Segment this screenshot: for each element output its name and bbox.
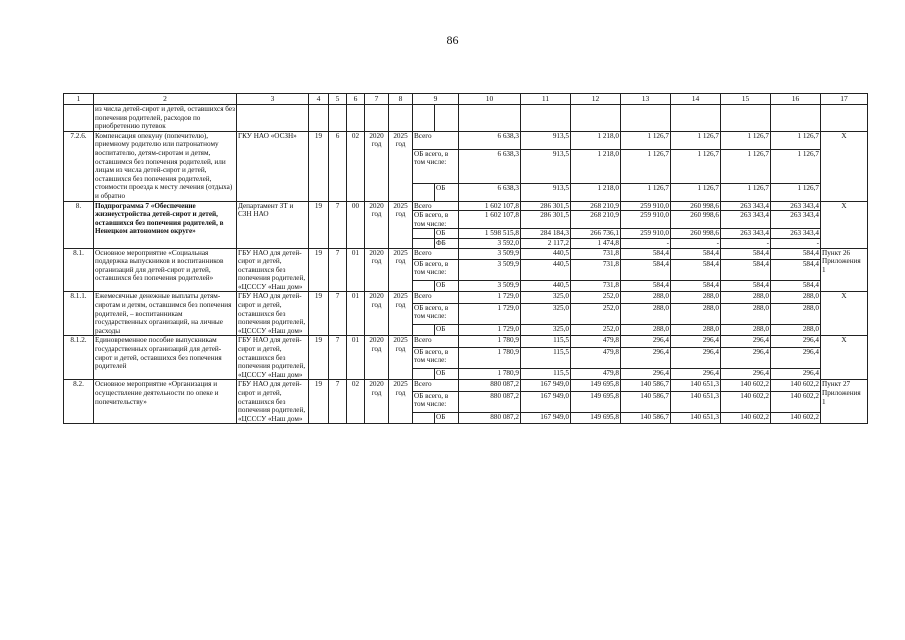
funding-source: Всего: [413, 292, 459, 303]
amount-cell: 167 949,0: [521, 380, 571, 391]
amount-cell: 1 218,0: [571, 149, 621, 183]
amount-cell: 1 780,9: [459, 369, 521, 380]
reference-cell: Пункт 27 Приложения 1: [821, 380, 868, 424]
column-header: 11: [521, 94, 571, 105]
amount-cell: 913,5: [521, 149, 571, 183]
funding-indent: [413, 325, 435, 336]
amount-cell: 296,4: [671, 347, 721, 368]
funding-source-sub: ФБ: [435, 238, 459, 248]
amount-cell: 731,8: [571, 281, 621, 292]
amount-cell: 584,4: [771, 259, 821, 280]
amount-cell: 296,4: [621, 347, 671, 368]
amount-cell: 1 602 107,8: [459, 211, 521, 229]
code-c7: 2020 год: [365, 336, 389, 380]
funding-source-sub: ОБ: [435, 229, 459, 239]
item-name: Ежемесячные денежные выплаты детям-сиротам и детям, оставшимся без попечения родителей, – воспитанникам государственных организаций, на личные расходы: [94, 292, 237, 336]
column-header: 15: [721, 94, 771, 105]
reference-cell: Х: [821, 292, 868, 336]
code-c8: 2025 год: [389, 292, 413, 336]
column-header: 13: [621, 94, 671, 105]
column-header: 7: [365, 94, 389, 105]
row-number-cell: [64, 105, 94, 132]
empty-cell: [389, 105, 413, 132]
column-header: 3: [237, 94, 309, 105]
column-header: 5: [329, 94, 347, 105]
empty-cell: [459, 105, 521, 132]
amount-cell: -: [721, 238, 771, 248]
code-c4: 19: [309, 201, 329, 248]
code-c5: 7: [329, 292, 347, 336]
funding-source: Всего: [413, 380, 459, 391]
code-c6: 01: [347, 292, 365, 336]
funding-source-sub: ОБ: [435, 369, 459, 380]
funding-source: ОБ всего, в том числе:: [413, 259, 459, 280]
code-c4: 19: [309, 248, 329, 292]
code-c6: 02: [347, 131, 365, 201]
amount-cell: 584,4: [621, 281, 671, 292]
amount-cell: 140 586,7: [621, 391, 671, 412]
amount-cell: 1 126,7: [621, 149, 671, 183]
amount-cell: 268 210,9: [571, 211, 621, 229]
table-row: [64, 201, 868, 211]
amount-cell: 584,4: [671, 259, 721, 280]
amount-cell: 288,0: [721, 303, 771, 324]
funding-source: Всего: [413, 201, 459, 211]
empty-cell: [435, 105, 459, 132]
amount-cell: 296,4: [671, 336, 721, 347]
amount-cell: 296,4: [771, 336, 821, 347]
funding-indent: [413, 238, 435, 248]
amount-cell: 140 602,2: [721, 391, 771, 412]
column-header: 16: [771, 94, 821, 105]
amount-cell: 1 602 107,8: [459, 201, 521, 211]
amount-cell: 1 474,8: [571, 238, 621, 248]
amount-cell: 1 218,0: [571, 131, 621, 149]
funding-source: ОБ всего, в том числе:: [413, 149, 459, 183]
amount-cell: 3 509,9: [459, 281, 521, 292]
empty-cell: [671, 105, 721, 132]
amount-cell: 3 509,9: [459, 248, 521, 259]
code-c4: 19: [309, 336, 329, 380]
empty-cell: [521, 105, 571, 132]
executor: ГБУ НАО для детей-сирот и детей, оставшихся без попечения родителей, «ЦСССУ «Наш дом»: [237, 248, 309, 292]
amount-cell: 479,8: [571, 336, 621, 347]
amount-cell: 266 736,1: [571, 229, 621, 239]
amount-cell: 1 126,7: [721, 149, 771, 183]
amount-cell: 440,5: [521, 281, 571, 292]
amount-cell: 1 780,9: [459, 336, 521, 347]
amount-cell: 288,0: [621, 303, 671, 324]
empty-cell: [571, 105, 621, 132]
amount-cell: 584,4: [721, 281, 771, 292]
empty-cell: [721, 105, 771, 132]
executor: ГБУ НАО для детей-сирот и детей, оставшихся без попечения родителей, «ЦСССУ «Наш дом»: [237, 336, 309, 380]
amount-cell: 325,0: [521, 325, 571, 336]
code-c6: 01: [347, 336, 365, 380]
amount-cell: 880 087,2: [459, 380, 521, 391]
reference-cell: Х: [821, 336, 868, 380]
amount-cell: 1 780,9: [459, 347, 521, 368]
code-c5: 7: [329, 201, 347, 248]
amount-cell: 584,4: [721, 259, 771, 280]
code-c6: 02: [347, 380, 365, 424]
code-c5: 7: [329, 248, 347, 292]
reference-cell: Пункт 26 Приложения 1: [821, 248, 868, 292]
funding-source: Всего: [413, 131, 459, 149]
executor: ГБУ НАО для детей-сирот и детей, оставшихся без попечения родителей, «ЦСССУ «Наш дом»: [237, 380, 309, 424]
amount-cell: 296,4: [771, 347, 821, 368]
table-row: [64, 292, 868, 303]
amount-cell: 584,4: [671, 248, 721, 259]
code-c8: 2025 год: [389, 336, 413, 380]
code-c7: 2020 год: [365, 201, 389, 248]
amount-cell: 140 602,2: [771, 391, 821, 412]
funding-source: ОБ всего, в том числе:: [413, 347, 459, 368]
table-row: [64, 380, 868, 391]
amount-cell: 731,8: [571, 259, 621, 280]
amount-cell: 1 729,0: [459, 292, 521, 303]
amount-cell: 140 602,2: [771, 413, 821, 424]
executor: ГКУ НАО «ОСЗН»: [237, 131, 309, 201]
amount-cell: 140 651,3: [671, 391, 721, 412]
amount-cell: 584,4: [771, 281, 821, 292]
amount-cell: 584,4: [621, 259, 671, 280]
amount-cell: 252,0: [571, 303, 621, 324]
column-header: 17: [821, 94, 868, 105]
amount-cell: 115,5: [521, 369, 571, 380]
column-header: 6: [347, 94, 365, 105]
column-header: 12: [571, 94, 621, 105]
amount-cell: 286 301,5: [521, 211, 571, 229]
amount-cell: 288,0: [771, 325, 821, 336]
amount-cell: 1 126,7: [621, 131, 671, 149]
code-c5: 7: [329, 336, 347, 380]
amount-cell: 1 729,0: [459, 325, 521, 336]
empty-cell: [365, 105, 389, 132]
amount-cell: -: [621, 238, 671, 248]
amount-cell: 288,0: [771, 303, 821, 324]
amount-cell: 263 343,4: [721, 229, 771, 239]
amount-cell: 1 126,7: [771, 131, 821, 149]
item-name: Компенсация опекуну (попечителю), приемному родителю или патронатному воспитателю, детям-сиротам и детям, оставшимся без попечения родителей, или лицам из числа детей-сирот и детей, оставшихся без попечения родителей, стоимости проезда к месту лечения (отдыха) и обратно: [94, 131, 237, 201]
table-row: [64, 131, 868, 149]
executor: ГБУ НАО для детей-сирот и детей, оставшихся без попечения родителей, «ЦСССУ «Наш дом»: [237, 292, 309, 336]
amount-cell: 440,5: [521, 248, 571, 259]
code-c5: 6: [329, 131, 347, 201]
amount-cell: 263 343,4: [771, 229, 821, 239]
reference-cell: Х: [821, 131, 868, 201]
amount-cell: 296,4: [621, 369, 671, 380]
amount-cell: 140 651,3: [671, 413, 721, 424]
amount-cell: 149 695,8: [571, 391, 621, 412]
code-c4: 19: [309, 131, 329, 201]
code-c7: 2020 год: [365, 131, 389, 201]
funding-indent: [413, 229, 435, 239]
amount-cell: 260 998,6: [671, 201, 721, 211]
amount-cell: 479,8: [571, 347, 621, 368]
amount-cell: 1 218,0: [571, 183, 621, 201]
amount-cell: 268 210,9: [571, 201, 621, 211]
empty-cell: [621, 105, 671, 132]
amount-cell: 880 087,2: [459, 413, 521, 424]
funding-source-sub: ОБ: [435, 281, 459, 292]
amount-cell: 288,0: [621, 325, 671, 336]
column-header: 8: [389, 94, 413, 105]
amount-cell: 2 117,2: [521, 238, 571, 248]
funding-source: ОБ всего, в том числе:: [413, 303, 459, 324]
empty-cell: [237, 105, 309, 132]
empty-cell: [309, 105, 329, 132]
amount-cell: 140 602,2: [721, 380, 771, 391]
amount-cell: 913,5: [521, 183, 571, 201]
amount-cell: 167 949,0: [521, 413, 571, 424]
amount-cell: 288,0: [771, 292, 821, 303]
amount-cell: 440,5: [521, 259, 571, 280]
amount-cell: 260 998,6: [671, 229, 721, 239]
funding-indent: [413, 413, 435, 424]
amount-cell: 1 598 515,8: [459, 229, 521, 239]
amount-cell: 325,0: [521, 303, 571, 324]
item-number: 8.: [64, 201, 94, 248]
funding-indent: [413, 281, 435, 292]
item-number: 8.1.1.: [64, 292, 94, 336]
empty-cell: [821, 105, 868, 132]
reference-cell: Х: [821, 201, 868, 248]
amount-cell: 479,8: [571, 369, 621, 380]
code-c8: 2025 год: [389, 248, 413, 292]
continuation-text: из числа детей-сирот и детей, оставшихся без попечения родителей, расходов по приобретению путевок: [95, 105, 235, 131]
item-name: Основное мероприятие «Социальная поддержка выпускников и воспитанников организаций для детей-сирот и детей, оставшихся без попечения родителей»: [94, 248, 237, 292]
code-c6: 01: [347, 248, 365, 292]
column-header: 10: [459, 94, 521, 105]
amount-cell: 140 586,7: [621, 413, 671, 424]
amount-cell: 286 301,5: [521, 201, 571, 211]
amount-cell: 288,0: [621, 292, 671, 303]
amount-cell: 149 695,8: [571, 380, 621, 391]
amount-cell: 1 126,7: [671, 149, 721, 183]
amount-cell: 115,5: [521, 336, 571, 347]
column-header: 1: [64, 94, 94, 105]
code-c4: 19: [309, 380, 329, 424]
amount-cell: 263 343,4: [771, 211, 821, 229]
amount-cell: 6 638,3: [459, 149, 521, 183]
amount-cell: 296,4: [771, 369, 821, 380]
amount-cell: 140 586,7: [621, 380, 671, 391]
amount-cell: 140 602,2: [771, 380, 821, 391]
table-row: [64, 248, 868, 259]
amount-cell: 1 126,7: [721, 131, 771, 149]
amount-cell: 259 910,0: [621, 229, 671, 239]
column-header: 9: [413, 94, 459, 105]
amount-cell: 140 651,3: [671, 380, 721, 391]
amount-cell: 1 126,7: [771, 149, 821, 183]
amount-cell: 584,4: [721, 248, 771, 259]
column-header: 4: [309, 94, 329, 105]
funding-source-sub: ОБ: [435, 325, 459, 336]
amount-cell: 3 509,9: [459, 259, 521, 280]
amount-cell: 6 638,3: [459, 131, 521, 149]
funding-source: Всего: [413, 248, 459, 259]
item-number: 8.2.: [64, 380, 94, 424]
code-c7: 2020 год: [365, 380, 389, 424]
program-table: [63, 93, 868, 424]
funding-source-sub: ОБ: [435, 413, 459, 424]
amount-cell: 1 126,7: [771, 183, 821, 201]
empty-cell: [413, 105, 435, 132]
item-name: Подпрограмма 7 «Обеспечение жизнеустройства детей-сирот и детей, оставшихся без попечения родителей, в Ненецком автономном округе»: [94, 201, 237, 248]
funding-indent: [413, 183, 435, 201]
amount-cell: 149 695,8: [571, 413, 621, 424]
amount-cell: 3 592,0: [459, 238, 521, 248]
page-number: 86: [446, 33, 459, 47]
code-c7: 2020 год: [365, 248, 389, 292]
amount-cell: 325,0: [521, 292, 571, 303]
amount-cell: 167 949,0: [521, 391, 571, 412]
amount-cell: 115,5: [521, 347, 571, 368]
code-c5: 7: [329, 380, 347, 424]
item-number: 8.1.2.: [64, 336, 94, 380]
column-header: 2: [94, 94, 237, 105]
item-name: Основное мероприятие «Организация и осуществление деятельности по опеке и попечительству»: [94, 380, 237, 424]
amount-cell: 296,4: [721, 336, 771, 347]
amount-cell: 288,0: [671, 325, 721, 336]
code-c8: 2025 год: [389, 131, 413, 201]
code-c8: 2025 год: [389, 380, 413, 424]
amount-cell: 263 343,4: [771, 201, 821, 211]
code-c8: 2025 год: [389, 201, 413, 248]
amount-cell: 1 126,7: [621, 183, 671, 201]
amount-cell: 731,8: [571, 248, 621, 259]
funding-source: ОБ всего, в том числе:: [413, 391, 459, 412]
continuation-row: [64, 105, 868, 132]
amount-cell: -: [671, 238, 721, 248]
amount-cell: 288,0: [721, 292, 771, 303]
column-header-row: [64, 94, 868, 105]
amount-cell: 1 126,7: [671, 131, 721, 149]
funding-indent: [413, 369, 435, 380]
amount-cell: 913,5: [521, 131, 571, 149]
amount-cell: 263 343,4: [721, 211, 771, 229]
amount-cell: 584,4: [671, 281, 721, 292]
funding-source: ОБ всего, в том числе:: [413, 211, 459, 229]
amount-cell: 296,4: [721, 347, 771, 368]
column-header: 14: [671, 94, 721, 105]
empty-cell: [329, 105, 347, 132]
item-number: 7.2.6.: [64, 131, 94, 201]
table-row: [64, 336, 868, 347]
amount-cell: 288,0: [721, 325, 771, 336]
amount-cell: 584,4: [771, 248, 821, 259]
amount-cell: -: [771, 238, 821, 248]
amount-cell: 288,0: [671, 292, 721, 303]
amount-cell: 252,0: [571, 325, 621, 336]
amount-cell: 259 910,0: [621, 211, 671, 229]
amount-cell: 296,4: [621, 336, 671, 347]
executor: Департамент ЗТ и СЗН НАО: [237, 201, 309, 248]
amount-cell: 260 998,6: [671, 211, 721, 229]
funding-source-sub: ОБ: [435, 183, 459, 201]
code-c6: 00: [347, 201, 365, 248]
amount-cell: 1 126,7: [721, 183, 771, 201]
empty-cell: [771, 105, 821, 132]
amount-cell: 880 087,2: [459, 391, 521, 412]
item-number: 8.1.: [64, 248, 94, 292]
amount-cell: 584,4: [621, 248, 671, 259]
amount-cell: 263 343,4: [721, 201, 771, 211]
code-c7: 2020 год: [365, 292, 389, 336]
amount-cell: 6 638,3: [459, 183, 521, 201]
amount-cell: 284 184,3: [521, 229, 571, 239]
item-name: Единовременное пособие выпускникам государственных организаций для детей-сирот и детей, оставшихся без попечения родителей: [94, 336, 237, 380]
amount-cell: 259 910,0: [621, 201, 671, 211]
empty-cell: [347, 105, 365, 132]
amount-cell: 288,0: [671, 303, 721, 324]
amount-cell: 140 602,2: [721, 413, 771, 424]
funding-source: Всего: [413, 336, 459, 347]
amount-cell: 1 729,0: [459, 303, 521, 324]
amount-cell: 296,4: [721, 369, 771, 380]
code-c4: 19: [309, 292, 329, 336]
amount-cell: 1 126,7: [671, 183, 721, 201]
amount-cell: 296,4: [671, 369, 721, 380]
amount-cell: 252,0: [571, 292, 621, 303]
